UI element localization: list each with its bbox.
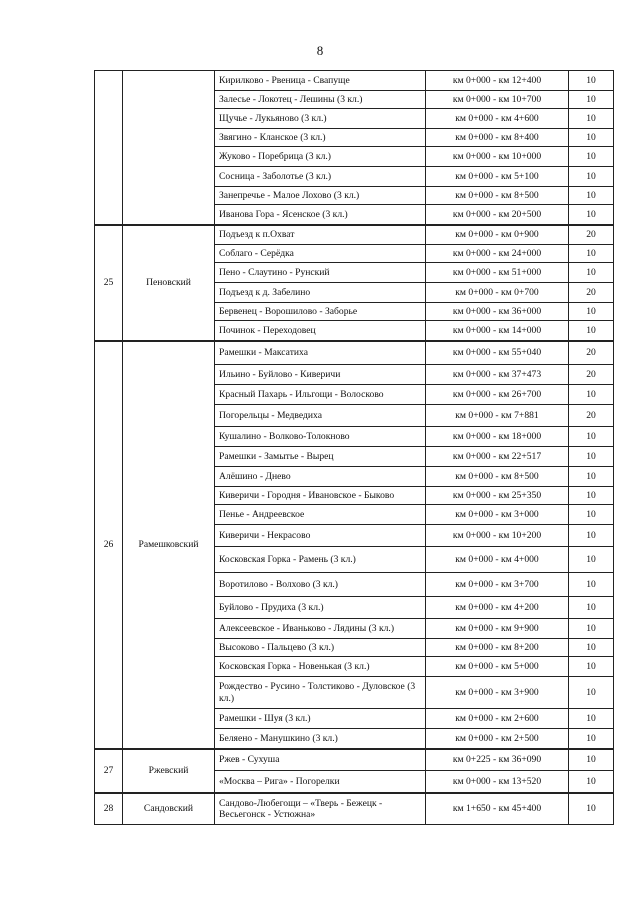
road-value: 10 [569, 427, 614, 447]
road-section: км 0+225 - км 36+090 [426, 749, 569, 771]
road-value: 10 [569, 109, 614, 129]
road-name: Воротилово - Волхово (3 кл.) [215, 573, 426, 597]
road-value: 20 [569, 405, 614, 427]
road-value: 10 [569, 597, 614, 619]
road-section: км 0+000 - км 36+000 [426, 303, 569, 321]
road-name: «Москва – Рига» - Погорелки [215, 771, 426, 793]
road-value: 10 [569, 709, 614, 729]
road-value: 10 [569, 321, 614, 341]
road-name: Рамешки - Шуя (3 кл.) [215, 709, 426, 729]
road-value: 10 [569, 147, 614, 167]
road-value: 10 [569, 729, 614, 749]
group-number: 26 [95, 341, 123, 749]
road-name: Киверичи - Некрасово [215, 525, 426, 547]
road-value: 10 [569, 129, 614, 147]
road-section: км 1+650 - км 45+400 [426, 793, 569, 825]
district-name: Ржевский [123, 749, 215, 793]
road-section: км 0+000 - км 8+400 [426, 129, 569, 147]
roads-table-body [95, 71, 614, 825]
road-value: 10 [569, 245, 614, 263]
road-value: 10 [569, 771, 614, 793]
road-value: 10 [569, 263, 614, 283]
road-value: 10 [569, 793, 614, 825]
road-value: 10 [569, 573, 614, 597]
road-section: км 0+000 - км 12+400 [426, 71, 569, 91]
road-section: км 0+000 - км 37+473 [426, 365, 569, 385]
road-name: Алёшино - Днево [215, 467, 426, 487]
group-number: 27 [95, 749, 123, 793]
road-name: Косковская Горка - Рамень (3 кл.) [215, 547, 426, 573]
road-section: км 0+000 - км 4+600 [426, 109, 569, 129]
road-name: Алексеевское - Иваньково - Лядины (3 кл.) [215, 619, 426, 639]
road-name: Бервенец - Ворошилово - Заборье [215, 303, 426, 321]
road-name: Починок - Переходовец [215, 321, 426, 341]
road-name: Рамешки - Максатиха [215, 341, 426, 365]
road-name: Сандово-Любегощи – «Тверь - Бежецк - Весьегонск - Устюжна» [215, 793, 426, 825]
road-value: 10 [569, 639, 614, 657]
road-value: 10 [569, 677, 614, 709]
road-section: км 0+000 - км 13+520 [426, 771, 569, 793]
road-section: км 0+000 - км 26+700 [426, 385, 569, 405]
road-name: Залесье - Локотец - Лешины (3 кл.) [215, 91, 426, 109]
road-value: 10 [569, 447, 614, 467]
road-section: км 0+000 - км 55+040 [426, 341, 569, 365]
roads-table [94, 70, 614, 825]
road-section: км 0+000 - км 9+900 [426, 619, 569, 639]
road-section: км 0+000 - км 0+700 [426, 283, 569, 303]
road-section: км 0+000 - км 7+881 [426, 405, 569, 427]
road-name: Ильино - Буйлово - Киверичи [215, 365, 426, 385]
road-name: Высоково - Пальцево (3 кл.) [215, 639, 426, 657]
road-value: 20 [569, 283, 614, 303]
road-value: 10 [569, 749, 614, 771]
road-section: км 0+000 - км 10+000 [426, 147, 569, 167]
road-name: Звягино - Кланское (3 кл.) [215, 129, 426, 147]
road-value: 10 [569, 303, 614, 321]
table-row [95, 225, 614, 245]
road-value: 10 [569, 167, 614, 187]
road-value: 10 [569, 505, 614, 525]
district-name: Рамешковский [123, 341, 215, 749]
road-name: Красный Пахарь - Ильгощи - Волосково [215, 385, 426, 405]
road-value: 10 [569, 467, 614, 487]
road-name: Пенье - Андреевское [215, 505, 426, 525]
road-section: км 0+000 - км 4+200 [426, 597, 569, 619]
road-section: км 0+000 - км 24+000 [426, 245, 569, 263]
district-name [123, 71, 215, 225]
road-section: км 0+000 - км 8+500 [426, 467, 569, 487]
road-value: 10 [569, 205, 614, 225]
road-name: Ржев - Сухуша [215, 749, 426, 771]
road-section: км 0+000 - км 20+500 [426, 205, 569, 225]
road-value: 20 [569, 365, 614, 385]
district-name: Сандовский [123, 793, 215, 825]
table-row [95, 749, 614, 771]
road-value: 10 [569, 187, 614, 205]
road-section: км 0+000 - км 2+500 [426, 729, 569, 749]
road-name: Беляено - Манушкино (3 кл.) [215, 729, 426, 749]
road-name: Подъезд к п.Охват [215, 225, 426, 245]
road-section: км 0+000 - км 14+000 [426, 321, 569, 341]
table-row [95, 341, 614, 365]
road-section: км 0+000 - км 8+500 [426, 187, 569, 205]
road-section: км 0+000 - км 2+600 [426, 709, 569, 729]
road-value: 20 [569, 341, 614, 365]
group-number: 28 [95, 793, 123, 825]
road-name: Иванова Гора - Ясенское (3 кл.) [215, 205, 426, 225]
road-value: 10 [569, 385, 614, 405]
road-section: км 0+000 - км 4+000 [426, 547, 569, 573]
road-name: Косковская Горка - Новенькая (3 кл.) [215, 657, 426, 677]
road-name: Жуково - Поребрица (3 кл.) [215, 147, 426, 167]
road-section: км 0+000 - км 8+200 [426, 639, 569, 657]
road-section: км 0+000 - км 25+350 [426, 487, 569, 505]
road-section: км 0+000 - км 22+517 [426, 447, 569, 467]
road-value: 10 [569, 487, 614, 505]
road-section: км 0+000 - км 51+000 [426, 263, 569, 283]
road-value: 10 [569, 619, 614, 639]
group-number [95, 71, 123, 225]
road-name: Рождество - Русино - Толстиково - Дуловское (3 кл.) [215, 677, 426, 709]
road-section: км 0+000 - км 10+700 [426, 91, 569, 109]
road-value: 10 [569, 547, 614, 573]
group-number: 25 [95, 225, 123, 341]
road-name: Сосница - Заболотье (3 кл.) [215, 167, 426, 187]
road-value: 20 [569, 225, 614, 245]
road-name: Буйлово - Прудиха (3 кл.) [215, 597, 426, 619]
road-value: 10 [569, 657, 614, 677]
table-row [95, 793, 614, 825]
road-name: Кирилково - Рвеница - Свапуще [215, 71, 426, 91]
road-value: 10 [569, 71, 614, 91]
road-name: Занепречье - Малое Лохово (3 кл.) [215, 187, 426, 205]
road-section: км 0+000 - км 10+200 [426, 525, 569, 547]
road-name: Пено - Слаутино - Рунский [215, 263, 426, 283]
road-section: км 0+000 - км 3+000 [426, 505, 569, 525]
road-section: км 0+000 - км 5+100 [426, 167, 569, 187]
road-name: Щучье - Лукьяново (3 кл.) [215, 109, 426, 129]
road-name: Киверичи - Городня - Ивановское - Быково [215, 487, 426, 505]
road-section: км 0+000 - км 5+000 [426, 657, 569, 677]
road-section: км 0+000 - км 18+000 [426, 427, 569, 447]
road-section: км 0+000 - км 3+900 [426, 677, 569, 709]
district-name: Пеновский [123, 225, 215, 341]
road-name: Кушалино - Волково-Толокново [215, 427, 426, 447]
road-section: км 0+000 - км 0+900 [426, 225, 569, 245]
page-number: 8 [316, 43, 324, 58]
road-name: Рамешки - Замытье - Вырец [215, 447, 426, 467]
road-name: Подъезд к д. Забелино [215, 283, 426, 303]
road-section: км 0+000 - км 3+700 [426, 573, 569, 597]
road-value: 10 [569, 525, 614, 547]
table-row [95, 71, 614, 91]
road-name: Соблаго - Серёдка [215, 245, 426, 263]
road-name: Погорельцы - Медведиха [215, 405, 426, 427]
road-value: 10 [569, 91, 614, 109]
